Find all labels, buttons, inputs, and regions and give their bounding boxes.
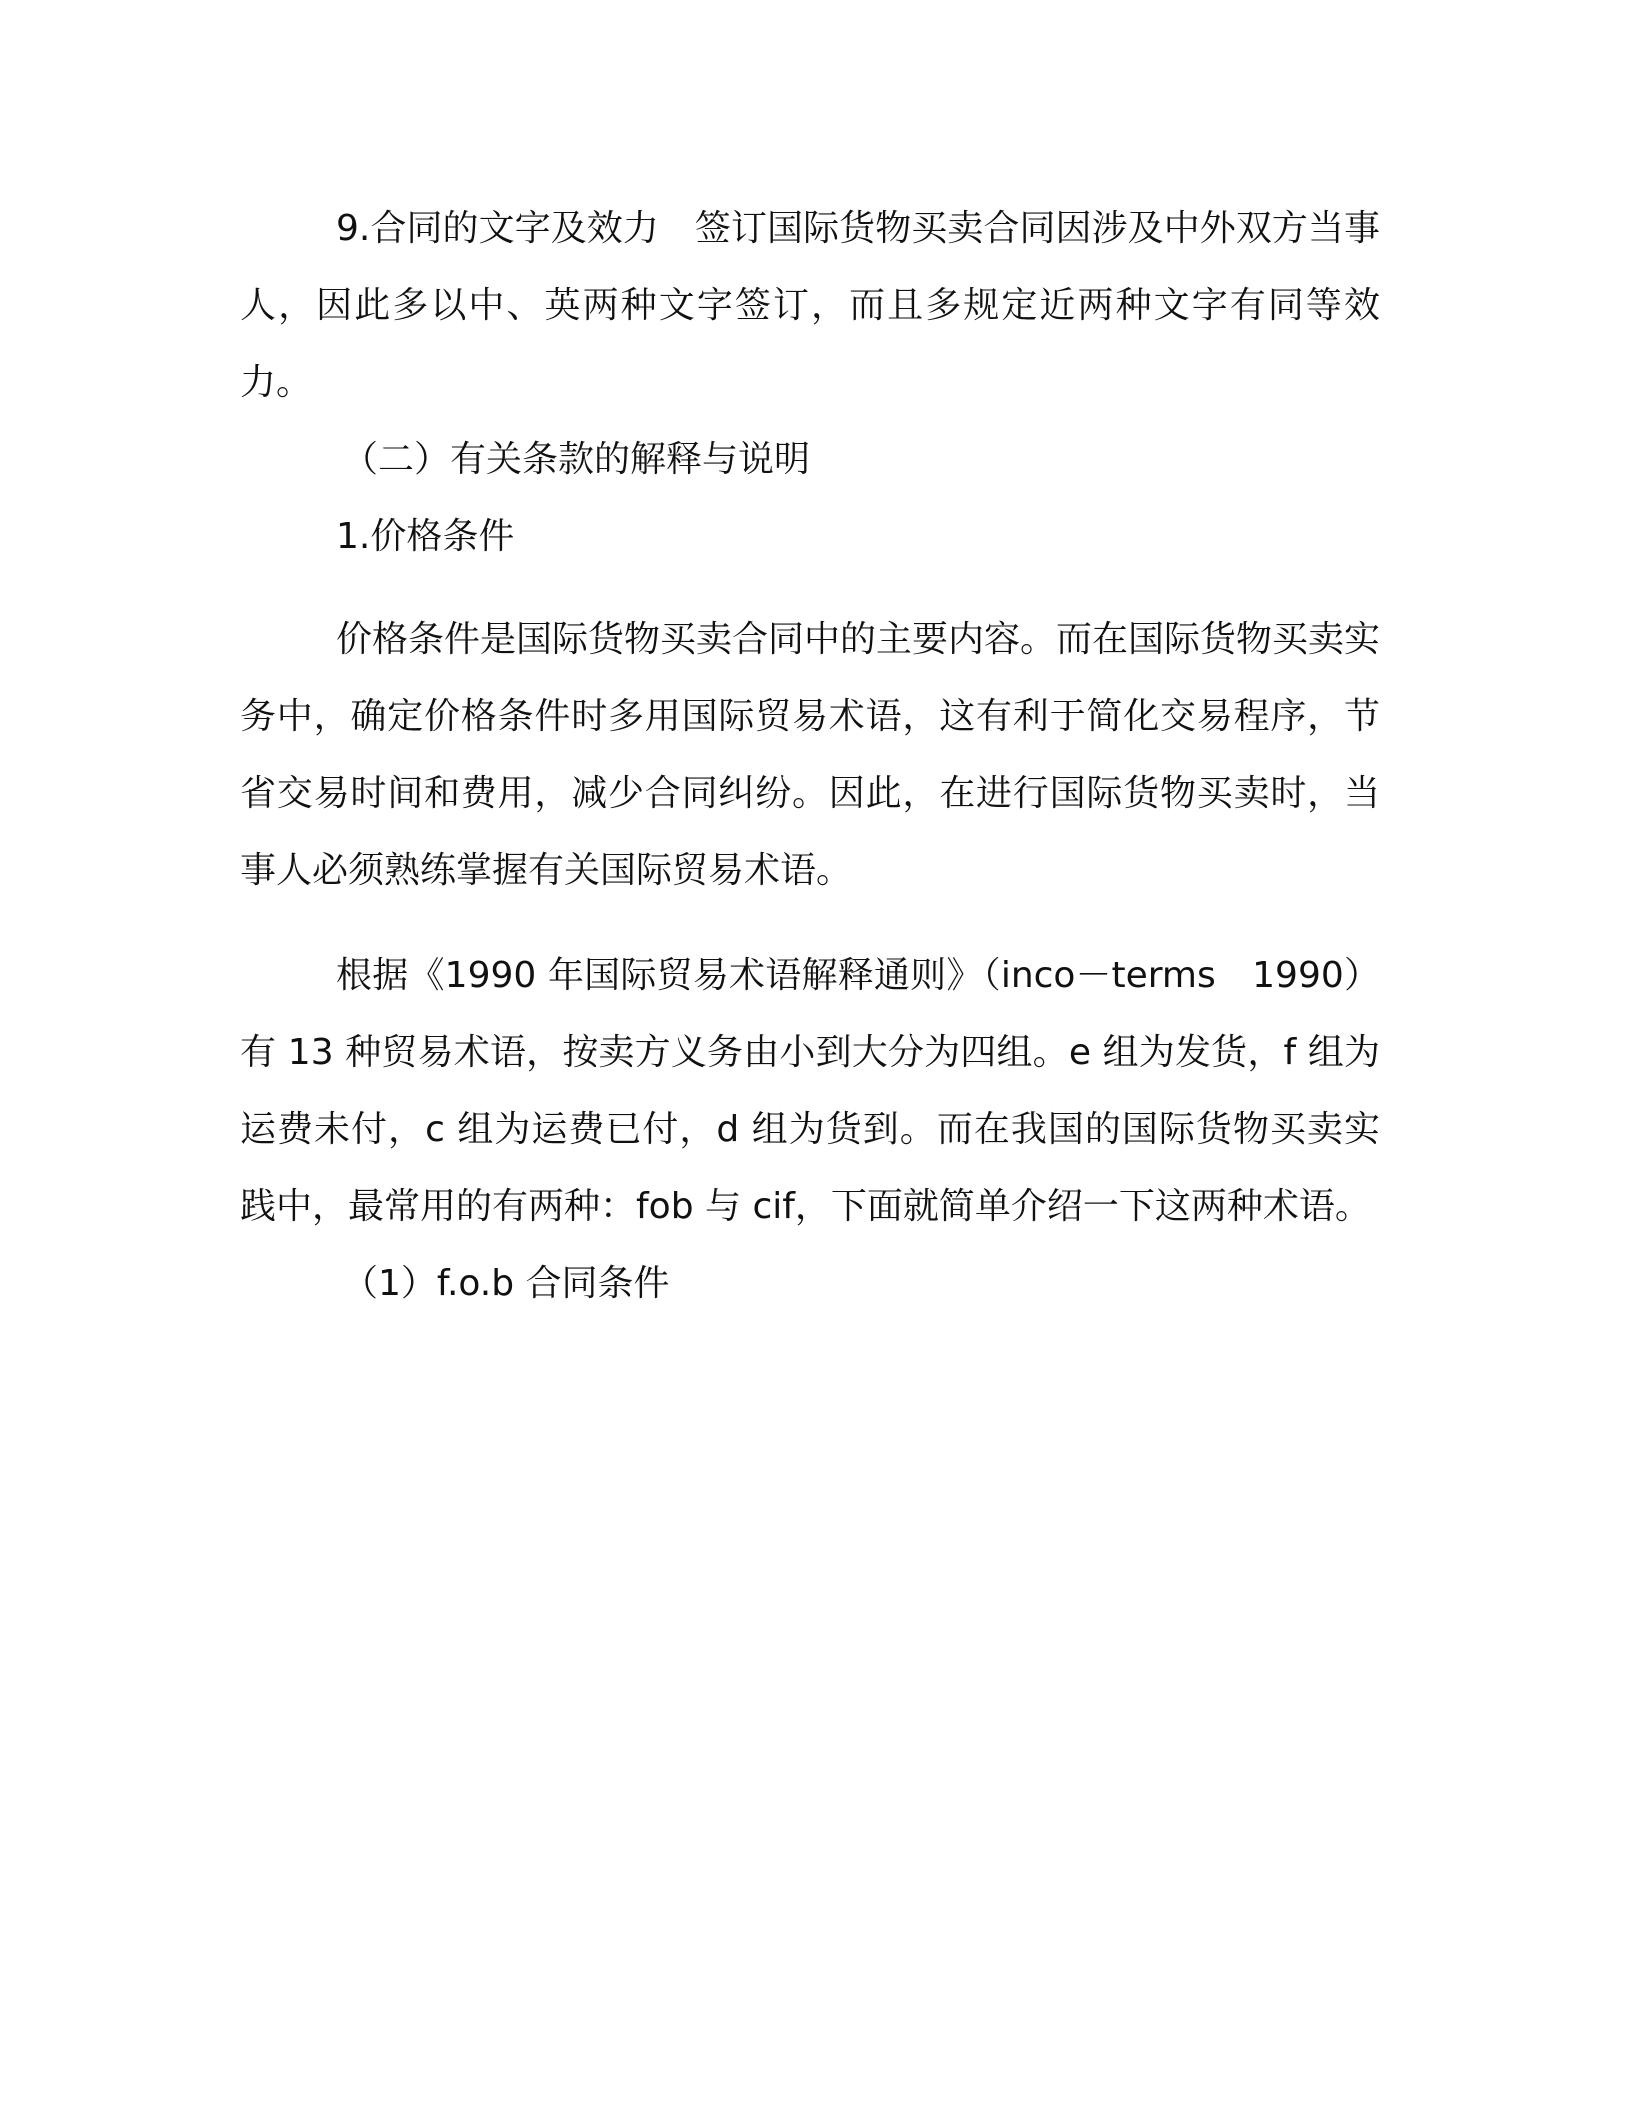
paragraph-price-terms: 价格条件是国际货物买卖合同中的主要内容。而在国际货物买卖实务中，确定价格条件时多用国际贸易术语，这有利于简化交易程序，节省交易时间和费用，减少合同纠纷。因此，在进行国际货物买卖时，当事人必须熟练掌握有关国际贸易术语。 [240, 619, 1381, 891]
subsection-heading-fob: （1）f.o.b 合同条件 [342, 1263, 670, 1304]
document-page [240, 190, 1380, 1322]
subsection-heading-price-terms: 1.价格条件 [336, 516, 515, 557]
paragraph-contract-language: 9.合同的文字及效力 签订国际货物买卖合同因涉及中外双方当事人，因此多以中、英两种文字签订，而且多规定近两种文字有同等效力。 [240, 208, 1380, 403]
paragraph-incoterms: 根据《1990 年国际贸易术语解释通则》（inco－terms 1990）有 13 种贸易术语，按卖方义务由小到大分为四组。e 组为发货，f 组为运费未付，c 组为运费已付，d 组为货到。而在我国的国际货物买卖实践中，最常用的有两种：fob 与 cif，下面就简单介绍一下这两种术语。 [240, 955, 1380, 1227]
section-heading-clause-explanation: （二）有关条款的解释与说明 [342, 439, 811, 480]
